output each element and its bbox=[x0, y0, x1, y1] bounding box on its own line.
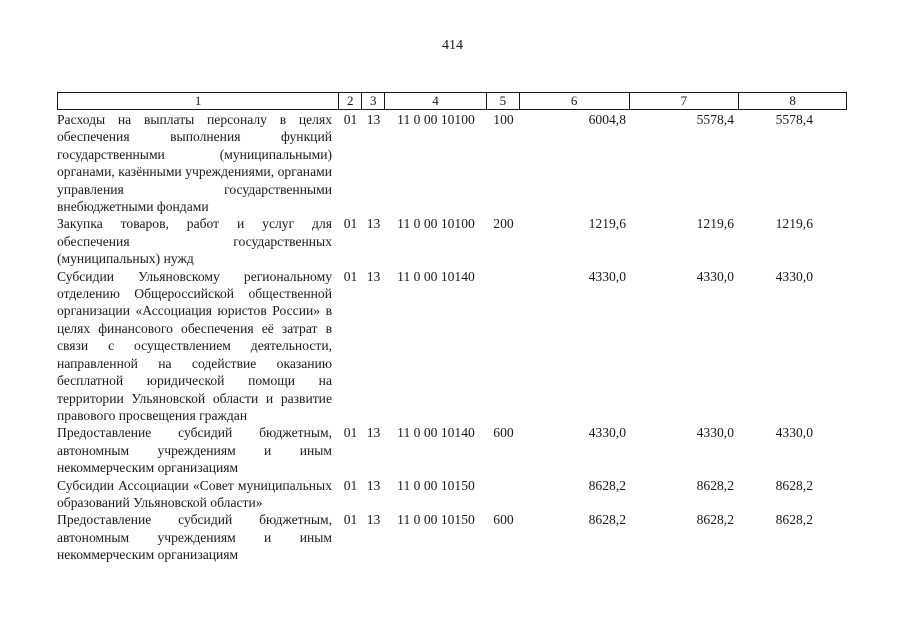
row-expense-type: 200 bbox=[493, 216, 514, 232]
row-value-8 bbox=[740, 424, 847, 441]
row-name: Предоставление субсидий бюджетным, автономным учреждениям и иным некоммерческим организациям bbox=[57, 425, 332, 476]
row-value-6-text: 4330,0 bbox=[588, 425, 626, 441]
row-value-8-text: 8628,2 bbox=[775, 477, 813, 493]
row-subsection: 13 bbox=[366, 112, 381, 127]
row-subsection: 13 bbox=[366, 425, 381, 441]
row-expense-type: 600 bbox=[493, 512, 514, 528]
row-value-6-text: 4330,0 bbox=[588, 268, 626, 284]
row-value-7 bbox=[630, 477, 740, 494]
row-value-8 bbox=[740, 511, 847, 528]
row-value-8-text: 5578,4 bbox=[775, 112, 813, 127]
row-value-7-text: 8628,2 bbox=[696, 477, 734, 493]
table-row bbox=[57, 268, 847, 425]
row-value-6-text: 6004,8 bbox=[588, 112, 626, 127]
row-value-8 bbox=[740, 215, 847, 232]
table-header-row bbox=[57, 92, 847, 110]
row-value-6-text: 8628,2 bbox=[588, 512, 626, 528]
table-row bbox=[57, 215, 847, 267]
row-section: 01 bbox=[343, 477, 358, 493]
row-value-7 bbox=[630, 268, 740, 285]
row-value-8-text: 4330,0 bbox=[775, 268, 813, 284]
column-header-8: 8 bbox=[789, 93, 796, 108]
row-name: Субсидии Ассоциации «Совет муниципальных образований Ульяновской области» bbox=[57, 477, 332, 510]
row-target-article: 11 0 00 10140 bbox=[397, 425, 475, 441]
row-value-8 bbox=[740, 268, 847, 285]
row-target-article: 11 0 00 10140 bbox=[397, 268, 475, 284]
table-row bbox=[57, 511, 847, 563]
row-section: 01 bbox=[343, 425, 358, 441]
row-name: Закупка товаров, работ и услуг для обеспечения государственных (муниципальных) нужд bbox=[57, 216, 332, 267]
column-header-6: 6 bbox=[520, 93, 630, 109]
row-value-8 bbox=[740, 111, 847, 128]
row-value-7-text: 5578,4 bbox=[696, 112, 734, 127]
row-subsection: 13 bbox=[366, 477, 381, 493]
row-value-8-text: 4330,0 bbox=[775, 425, 813, 441]
row-value-7 bbox=[630, 215, 740, 232]
row-value-6 bbox=[520, 424, 630, 441]
row-section: 01 bbox=[343, 216, 358, 232]
row-subsection: 13 bbox=[366, 216, 381, 232]
row-value-7-text: 4330,0 bbox=[696, 425, 734, 441]
table-row bbox=[57, 111, 847, 215]
column-header-3: 3 bbox=[362, 93, 385, 109]
column-header-1: 1 bbox=[58, 93, 339, 109]
row-target-article: 11 0 00 10150 bbox=[397, 512, 475, 528]
column-header-7: 7 bbox=[630, 93, 740, 109]
row-value-8-text: 8628,2 bbox=[775, 512, 813, 528]
row-value-8 bbox=[740, 477, 847, 494]
row-subsection: 13 bbox=[366, 512, 381, 528]
row-value-7-text: 1219,6 bbox=[696, 216, 734, 232]
row-section: 01 bbox=[343, 268, 358, 284]
row-section: 01 bbox=[343, 512, 358, 528]
row-value-7 bbox=[630, 111, 740, 128]
row-value-6 bbox=[520, 215, 630, 232]
row-expense-type: 100 bbox=[493, 112, 514, 127]
row-value-7 bbox=[630, 424, 740, 441]
row-value-6 bbox=[520, 111, 630, 128]
page-number: 414 bbox=[442, 38, 463, 53]
table-row bbox=[57, 424, 847, 476]
row-target-article: 11 0 00 10100 bbox=[397, 112, 475, 127]
row-value-6-text: 1219,6 bbox=[588, 216, 626, 232]
row-name: Субсидии Ульяновскому региональному отделению Общероссийской общественной организации «Ассоциация юристов России» в целях финансового обеспечения её затрат в связи с осуществлением деятельности, направленной на содействие оказанию бесплатной юридической помощи на территории Ульяновской области и развитие правового просвещения граждан bbox=[57, 268, 332, 423]
row-value-7 bbox=[630, 511, 740, 528]
row-target-article: 11 0 00 10150 bbox=[397, 477, 475, 493]
row-target-article: 11 0 00 10100 bbox=[397, 216, 475, 232]
budget-table-body bbox=[57, 111, 847, 564]
column-header-5: 5 bbox=[487, 93, 520, 109]
row-expense-type: 600 bbox=[493, 425, 514, 441]
row-value-6-text: 8628,2 bbox=[588, 477, 626, 493]
table-row bbox=[57, 477, 847, 512]
row-name: Расходы на выплаты персоналу в целях обеспечения выполнения функций государственными (муниципальными) органами, казёнными учреждениями, органами управления государственными внебюджетными фондами bbox=[57, 112, 332, 215]
row-subsection: 13 bbox=[366, 268, 381, 284]
row-value-7-text: 8628,2 bbox=[696, 512, 734, 528]
row-value-6 bbox=[520, 511, 630, 528]
row-value-8-text: 1219,6 bbox=[775, 216, 813, 232]
column-header-4: 4 bbox=[385, 93, 487, 109]
row-value-6 bbox=[520, 268, 630, 285]
column-header-2: 2 bbox=[339, 93, 362, 109]
row-value-7-text: 4330,0 bbox=[696, 268, 734, 284]
row-name: Предоставление субсидий бюджетным, автономным учреждениям и иным некоммерческим организациям bbox=[57, 512, 332, 563]
row-value-6 bbox=[520, 477, 630, 494]
row-section: 01 bbox=[343, 112, 358, 127]
